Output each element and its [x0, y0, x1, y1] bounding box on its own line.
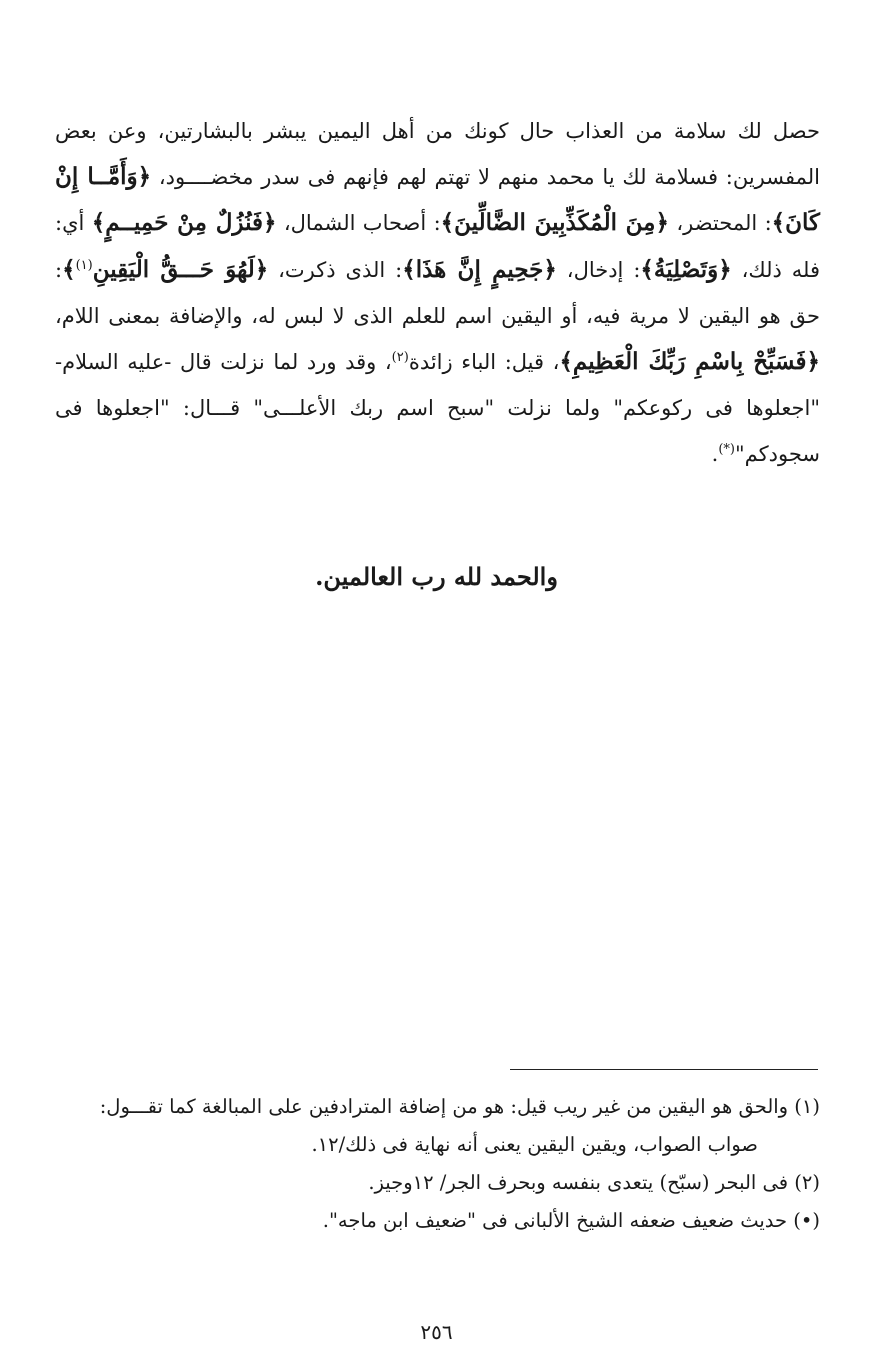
- page-number: ٢٥٦: [420, 1320, 453, 1344]
- text-segment: حصل لك سلامة من العذاب حال كونك من أهل اليمين يبشر بالبشارتين، وعن بعض المفسرين: فسلامة لك يا محمد منهم لا تهتم لهم فإنهم فى سدر مخضــــود،: [55, 119, 820, 190]
- text-segment: : أصحاب الشمال،: [276, 211, 441, 236]
- main-paragraph: [55, 108, 820, 478]
- quran-quote: ﴿وَأَمَّــا إِنْ كَانَ﴾: [55, 163, 820, 237]
- text-segment: .: [711, 442, 719, 467]
- text-segment: أي: فله ذلك،: [55, 211, 820, 282]
- quran-quote: ﴿فَنُزُلٌ مِنْ حَمِيــمٍ﴾: [91, 209, 277, 237]
- footnote-divider: [510, 1069, 818, 1070]
- text-segment: : إدخال،: [556, 257, 641, 282]
- text-segment: : الذى ذكرت،: [268, 257, 403, 282]
- footnote-1-line-1: (١) والحق هو اليقين من غير ريب قيل: هو من إضافة المترادفين على المبالغة كما تقـــول:: [99, 1095, 820, 1118]
- quran-quote: ﴿لَهُوَ حَـــقُّ الْيَقِينِ: [92, 255, 269, 283]
- quran-quote: ﴿مِنَ الْمُكَذِّبِينَ الضَّالِّينَ﴾: [440, 209, 669, 237]
- footnote-marker-1: (١): [75, 257, 93, 273]
- footnote-marker-star: (*): [718, 442, 736, 458]
- text-segment: : المحتضر،: [668, 211, 772, 236]
- footnote-1-line-2: صواب الصواب، ويقين اليقين يعنى أنه نهاية فى ذلك/١٢.: [311, 1133, 758, 1156]
- footnote-2: (٢) فى البحر (سبّح) يتعدى بنفسه وبحرف الجر/ ١٢وجيز.: [368, 1171, 820, 1194]
- text-segment: ، وقد ورد لما نزلت قال -عليه السلام- "اجعلوها فى ركوعكم" ولما نزلت "سبح اسم ربك الأعلـــى" قـــال: "اجعلوها فى سجودكم": [55, 350, 820, 467]
- quran-quote: ﴿جَحِيمٍ إِنَّ هَذَا﴾: [402, 255, 557, 283]
- quran-quote: ﴿وَتَصْلِيَةُ﴾: [640, 255, 732, 283]
- quran-quote-end: ﴾: [62, 255, 76, 283]
- text-segment: : حق هو اليقين لا مرية فيه، أو اليقين اسم للعلم الذى لا لبس له، والإضافة بمعنى اللام،: [55, 257, 820, 328]
- footnotes: [55, 1088, 820, 1240]
- footnote-3: (•) حديث ضعيف ضعفه الشيخ الألبانى فى "ضعيف ابن ماجه".: [322, 1209, 820, 1232]
- quran-quote: ﴿فَسَبِّحْ بِاسْمِ رَبِّكَ الْعَظِيمِ﴾: [559, 348, 820, 376]
- text-segment: ، قيل: الباء زائدة: [408, 350, 560, 375]
- closing-line: والحمد لله رب العالمين.: [315, 562, 558, 591]
- footnote-marker-2: (٢): [391, 350, 409, 366]
